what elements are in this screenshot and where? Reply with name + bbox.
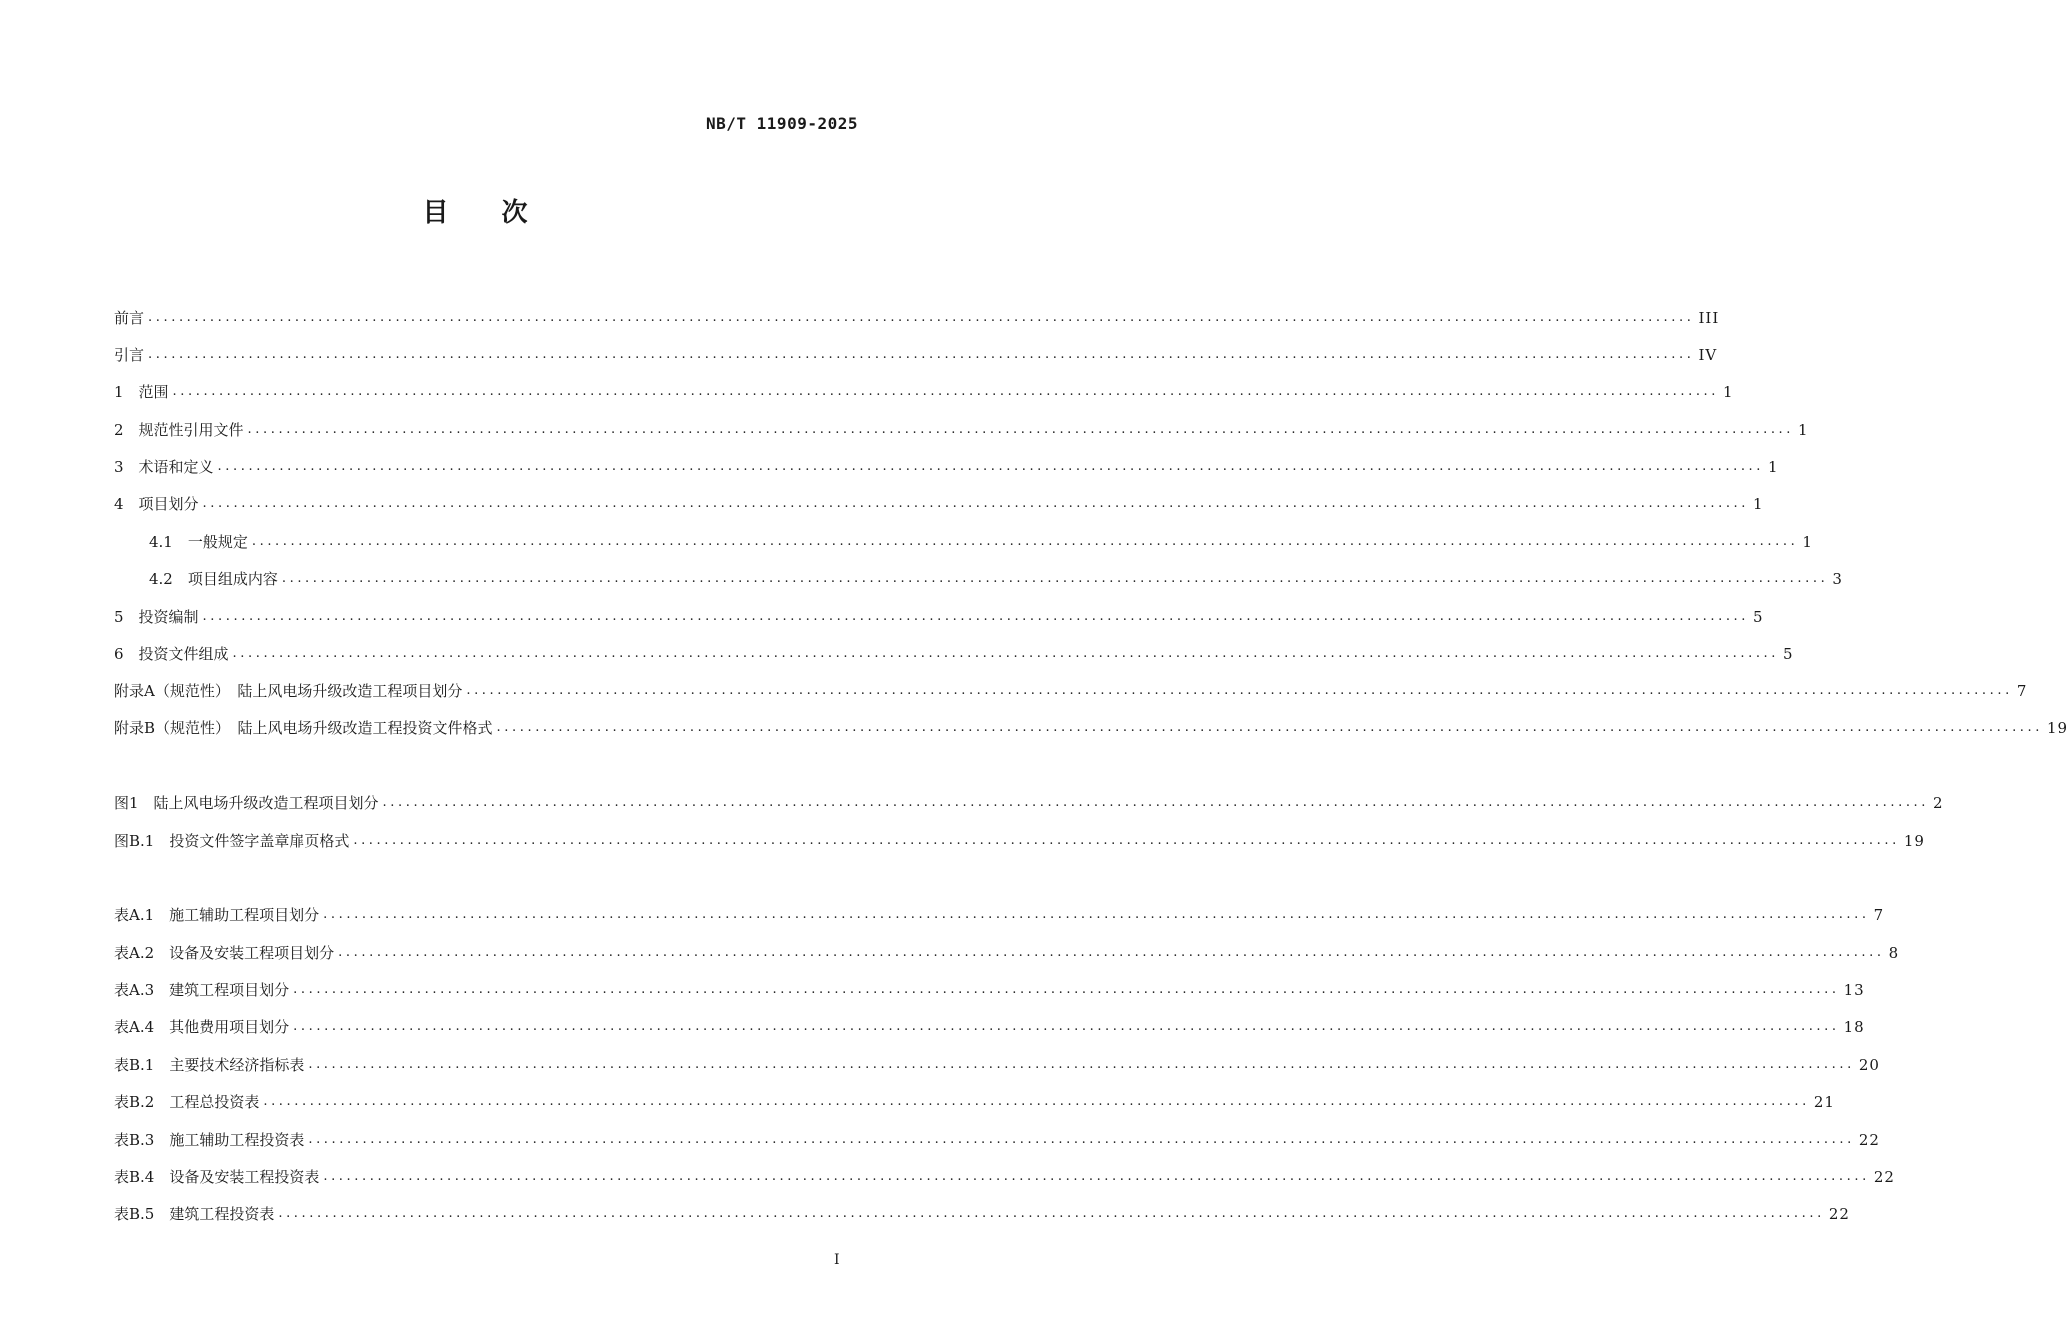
toc-dot-leader: ........................................................................................................................................................................................................: [148, 310, 1695, 325]
toc-dot-leader: ........................................................................................................................................................................................................: [496, 720, 2043, 735]
toc-entry-page: IV: [1698, 346, 1718, 364]
toc-entry-page: 2: [1933, 794, 1944, 812]
toc-entry-page: 1: [1798, 421, 1809, 439]
toc-entry-page: 19: [2047, 719, 2068, 737]
toc-entry-page: 7: [1873, 906, 1885, 924]
toc-entry[interactable]: [114, 1202, 1850, 1226]
toc-entry-page: 13: [1843, 981, 1865, 999]
toc-entry-label: 表A.4 其他费用项目划分: [114, 1018, 290, 1036]
toc-dot-leader: ........................................................................................................................................................................................................: [466, 683, 2013, 698]
toc-entry-label: 表A.2 设备及安装工程项目划分: [114, 944, 335, 962]
toc-dot-leader: ........................................................................................................................................................................................................: [308, 1057, 1855, 1072]
toc-dot-leader: ........................................................................................................................................................................................................: [323, 1169, 1870, 1184]
toc-dot-leader: ........................................................................................................................................................................................................: [247, 422, 1795, 437]
toc-entry-label: 表B.5 建筑工程投资表: [114, 1205, 275, 1223]
toc-entry[interactable]: [114, 642, 1794, 666]
toc-entry-label: 1 范围: [114, 383, 169, 401]
toc-dot-leader: ........................................................................................................................................................................................................: [232, 646, 1780, 661]
toc-dot-leader: ........................................................................................................................................................................................................: [202, 609, 1750, 624]
toc-entry[interactable]: [114, 1090, 1835, 1114]
toc-entry-label: 图B.1 投资文件签字盖章扉页格式: [114, 832, 350, 850]
toc-entry[interactable]: [114, 903, 1885, 927]
toc-dot-leader: ........................................................................................................................................................................................................: [323, 907, 1870, 922]
toc-dot-leader: ........................................................................................................................................................................................................: [217, 459, 1765, 474]
toc-entry-page: 19: [1903, 832, 1925, 850]
toc-entry-label: 表B.1 主要技术经济指标表: [114, 1056, 305, 1074]
toc-entry[interactable]: [149, 567, 1843, 591]
toc-entry-label: 6 投资文件组成: [114, 645, 229, 663]
toc-entry-page: 7: [2016, 682, 2028, 700]
toc-entry[interactable]: [114, 306, 1720, 330]
toc-dot-leader: ........................................................................................................................................................................................................: [338, 945, 1885, 960]
toc-entry-page: 8: [1888, 944, 1900, 962]
toc-entry-page: III: [1698, 309, 1720, 327]
toc-entry-label: 4.2 项目组成内容: [149, 570, 278, 588]
toc-entry[interactable]: [114, 380, 1734, 404]
toc-entry-label: 表B.2 工程总投资表: [114, 1093, 260, 1111]
page-number: I: [834, 1252, 840, 1268]
toc-entry-page: 5: [1753, 608, 1764, 626]
toc-entry[interactable]: [114, 791, 1944, 815]
toc-entry[interactable]: [114, 1165, 1895, 1189]
toc-dot-leader: ........................................................................................................................................................................................................: [281, 571, 1829, 586]
toc-entry-page: 21: [1813, 1093, 1835, 1111]
toc-entry-label: 前言: [114, 309, 145, 327]
toc-entry[interactable]: [114, 1015, 1865, 1039]
toc-dot-leader: ........................................................................................................................................................................................................: [172, 384, 1720, 399]
toc-entry[interactable]: [114, 978, 1865, 1002]
toc-entry[interactable]: [114, 418, 1809, 442]
toc-entry-page: 20: [1858, 1056, 1880, 1074]
toc-entry-label: 图1 陆上风电场升级改造工程项目划分: [114, 794, 379, 812]
toc-entry-label: 表B.3 施工辅助工程投资表: [114, 1131, 305, 1149]
toc-entry-page: 1: [1802, 533, 1813, 551]
toc-dot-leader: ........................................................................................................................................................................................................: [202, 496, 1750, 511]
toc-entry-label: 5 投资编制: [114, 608, 199, 626]
page-title: 目 次: [422, 198, 550, 228]
toc-entry-page: 22: [1858, 1131, 1880, 1149]
toc-dot-leader: ........................................................................................................................................................................................................: [382, 795, 1930, 810]
toc-dot-leader: ........................................................................................................................................................................................................: [293, 982, 1840, 997]
toc-entry-label: 4.1 一般规定: [149, 533, 248, 551]
toc-entry-label: 3 术语和定义: [114, 458, 214, 476]
toc-dot-leader: ........................................................................................................................................................................................................: [308, 1132, 1855, 1147]
toc-entry-label: 附录B（规范性） 陆上风电场升级改造工程投资文件格式: [114, 719, 493, 737]
toc-entry-page: 3: [1832, 570, 1843, 588]
toc-entry-label: 2 规范性引用文件: [114, 421, 244, 439]
toc-entry-label: 引言: [114, 346, 145, 364]
toc-entry-page: 5: [1783, 645, 1794, 663]
toc-entry[interactable]: [114, 492, 1764, 516]
toc-entry[interactable]: [114, 605, 1764, 629]
toc-dot-leader: ........................................................................................................................................................................................................: [148, 347, 1695, 362]
toc-dot-leader: ........................................................................................................................................................................................................: [251, 534, 1799, 549]
toc-entry-page: 1: [1723, 383, 1734, 401]
toc-entry-page: 1: [1768, 458, 1779, 476]
toc-entry-label: 表B.4 设备及安装工程投资表: [114, 1168, 320, 1186]
toc-entry[interactable]: [114, 716, 2068, 740]
toc-entry[interactable]: [114, 1128, 1880, 1152]
toc-entry-page: 22: [1873, 1168, 1895, 1186]
toc-dot-leader: ........................................................................................................................................................................................................: [278, 1206, 1825, 1221]
toc-dot-leader: ........................................................................................................................................................................................................: [293, 1019, 1840, 1034]
toc-entry[interactable]: [114, 679, 2028, 703]
toc-entry-page: 22: [1828, 1205, 1850, 1223]
toc-entry[interactable]: [114, 829, 1925, 853]
toc-entry[interactable]: [149, 530, 1813, 554]
toc-entry[interactable]: [114, 1053, 1880, 1077]
toc-dot-leader: ........................................................................................................................................................................................................: [263, 1094, 1810, 1109]
toc-dot-leader: ........................................................................................................................................................................................................: [353, 833, 1900, 848]
toc-entry-label: 表A.3 建筑工程项目划分: [114, 981, 290, 999]
toc-entry[interactable]: [114, 343, 1718, 367]
toc-entry-label: 4 项目划分: [114, 495, 199, 513]
toc-entry[interactable]: [114, 455, 1779, 479]
standard-code: NB/T 11909-2025: [706, 114, 858, 133]
toc-entry-label: 附录A（规范性） 陆上风电场升级改造工程项目划分: [114, 682, 463, 700]
toc-entry[interactable]: [114, 941, 1900, 965]
toc-entry-page: 1: [1753, 495, 1764, 513]
toc-entry-label: 表A.1 施工辅助工程项目划分: [114, 906, 320, 924]
toc-entry-page: 18: [1843, 1018, 1865, 1036]
